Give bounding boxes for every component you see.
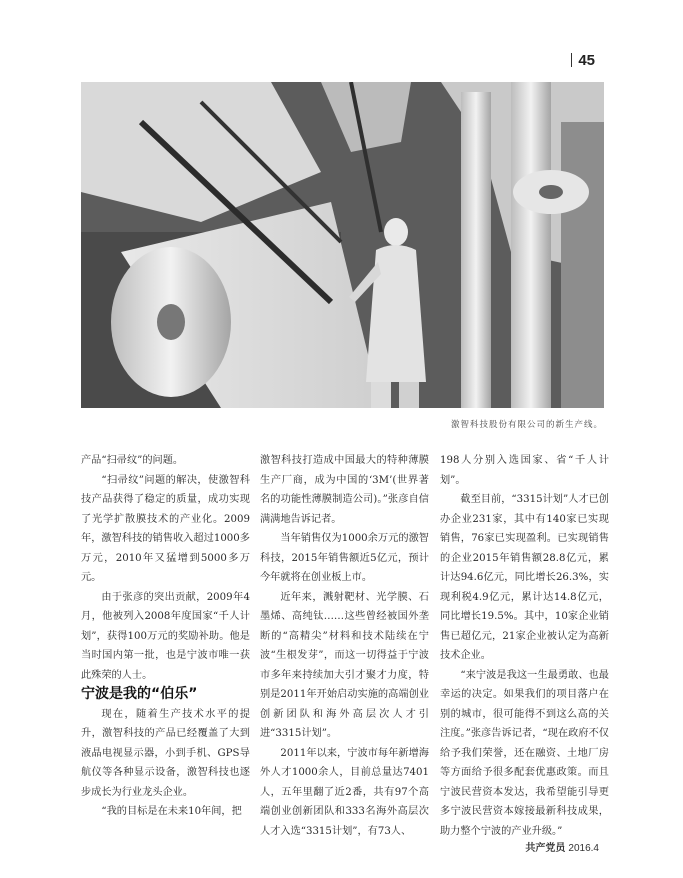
text-column-3: [440, 451, 609, 841]
paragraph: 当年销售仅为1000余万元的激智科技，2015年销售额近5亿元，预计今年就将在创业板上市。: [260, 533, 429, 583]
paragraph: 198人分别入选国家、省“千人计划”。: [440, 455, 609, 486]
paragraph: 激智科技打造成中国最大的特种薄膜生产厂商，成为中国的‘3M’(世界著名的功能性薄膜制造公司)。”张彦自信满满地告诉记者。: [260, 455, 429, 525]
paragraph: 由于张彦的突出贡献，2009年4月，他被列入2008年度国家“千人计划”，获得100万元的奖励补助。他是当时国内第一批，也是宁波市唯一获此殊荣的人士。: [81, 591, 250, 681]
paragraph: “来宁波是我这一生最勇敢、也最幸运的决定。如果我们的项目落户在别的城市，很可能得不到这么高的关注度。”张彦告诉记者，“现在政府不仅给予我们荣誉，还在融资、土地厂房等方面给予很多配套优惠政策。而且宁波民营资本发达，我希望能引导更多宁波民营资本嫁接最新科技成果，助力整个宁波的产业升级。”: [440, 669, 609, 837]
text-column-2: [260, 451, 429, 841]
issue-number: 2016.4: [568, 843, 599, 854]
paragraph: 截至目前，“3315计划”人才已创办企业231家，其中有140家已实现销售，76家已实现盈利。已实现销售的企业2015年销售额28.8亿元，累计达94.6亿元，同比增长26.3%，实现利税4.9亿元，累计达14.8亿元，同比增长19.5%。其中，10家企业销售已超亿元，21家企业被认定为高新技术企业。: [440, 494, 609, 661]
paragraph: “我的目标是在未来10年间，把: [101, 806, 242, 817]
paragraph: 现在，随着生产技术水平的提升，激智科技的产品已经覆盖了大到液晶电视显示器，小到手机、GPS导航仪等各种显示设备，激智科技也逐步成长为行业龙头企业。: [81, 708, 250, 798]
paragraph: 近年来，溅射靶材、光学膜、石墨烯、高纯钛……这些曾经被国外垄断的“高精尖”材料和技术陆续在宁波“生根发芽”，而这一切得益于宁波市多年来持续加大引才聚才力度，特别是2011年开始启动实施的高端创业创新团队和海外高层次人才引进“3315计划”。: [260, 591, 429, 739]
photo-caption: 激智科技股份有限公司的新生产线。: [450, 420, 603, 430]
page-number: 45: [571, 52, 595, 69]
section-title: 宁波是我的“伯乐”: [81, 686, 198, 702]
paragraph: 产品“扫帚纹”的问题。: [81, 455, 184, 466]
paragraph: “扫帚纹”问题的解决，使激智科技产品获得了稳定的质量，成功实现了光学扩散膜技术的产业化。2009年，激智科技的销售收入超过1000多万元，2010年又猛增到5000多万元。: [81, 474, 250, 583]
paragraph: 2011年以来，宁波市每年新增海外人才1000余人，目前总量达7401人，五年里翻了近2番，共有97个高端创业创新团队和333名海外高层次人才入选“3315计划”，有73人、: [260, 747, 429, 837]
page-footer: [525, 839, 599, 854]
production-line-photo: [81, 82, 604, 408]
text-column-1: [81, 451, 250, 822]
magazine-logo: 共产党员: [525, 843, 566, 854]
